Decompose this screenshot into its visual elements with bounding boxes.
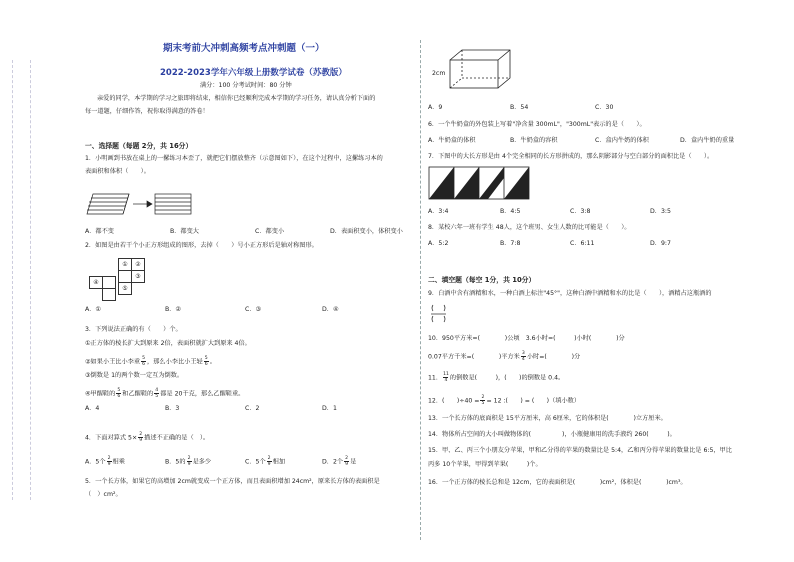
q6-option-c[interactable]: C．盒内牛奶的体积 — [595, 137, 649, 144]
column-divider — [420, 40, 421, 540]
q4-option-d[interactable]: D．2个 $\frac{2}{9}$ 是 — [322, 456, 357, 467]
q3-statement-4: ④甲醒鞋的 $\frac{5}{6}$ 和乙醒鞋的 $\frac{4}{5}$ 都是 20千克，那么乙醒鞋重。 — [85, 388, 245, 399]
binding-line-left — [12, 60, 13, 500]
q9-fraction-blank[interactable] — [430, 303, 448, 325]
q9-text: 9．白酒中含有酒精和水，一种白酒上标注"45°"，这种白酒中酒精和水的比是（ ），酒精占这瓶酒的 — [428, 290, 712, 297]
q15-text-a: 15．甲、乙、丙三个小朋友分苹果，甲和乙分得的苹果的数量比是 5:4，乙和丙分得苹果的数量比是 6:5，甲比 — [428, 447, 732, 454]
q8-option-c[interactable]: C．6:11 — [570, 240, 595, 247]
cuboid-height-label: 2cm — [432, 70, 446, 77]
q2-option-d[interactable]: D．④ — [322, 306, 339, 313]
q6-text: 6．一个牛奶盒的外包装上写着"净含量 300mL"，"300mL"表示的是（ ）。 — [428, 121, 646, 128]
fraction-2-9-a: $\frac{2}{9}$ — [107, 456, 111, 467]
fraction-11-4: $\frac{11}{4}$ — [443, 372, 449, 383]
fraction-2-5: $\frac{2}{5}$ — [481, 395, 485, 406]
q3-statement-3: ③倒数是 1的两个数一定互为倒数。 — [85, 372, 184, 379]
exam-subtitle: 2022-2023学年六年级上册数学试卷（苏教版） — [160, 68, 347, 78]
q1-book-stack-figure — [85, 190, 195, 220]
q3-statement-1: ①正方体的棱长扩大到原来 2倍，表面积就扩大到原来 4倍。 — [85, 340, 251, 347]
q4-option-a[interactable]: A．5个 $\frac{2}{9}$ 相乘 — [85, 456, 125, 467]
q10-text-a: 10．950平方米=( )公顷 3.6小时=( )小时( )分 — [428, 335, 625, 342]
q7-rectangles-figure — [428, 166, 532, 202]
fraction-5-6-c: $\frac{5}{6}$ — [117, 388, 121, 399]
q3-option-c[interactable]: C．2 — [245, 405, 260, 412]
q16-text: 16．一个正方体的棱长总和是 12cm，它的表面积是( )cm²，体积是( )cm³。 — [428, 479, 687, 486]
q7-text: 7．下图中的大长方形是由 4个完全相同的长方形拼成的，那么阴影部分与空白部分的面积比是（ ）。 — [428, 153, 714, 160]
q10-text-b: 0.07平方千米=( )平方米 $\frac{3}{4}$ 小时=( )分 — [428, 351, 581, 362]
q7-option-d[interactable]: D．3:5 — [650, 208, 671, 215]
q1-text-a: 1．小明画到书放在桌上的一摞练习本歪了，就把它们摆放整齐（示意图如下），在这个过程中，这摞练习本的 — [85, 155, 383, 162]
q4-option-c[interactable]: C．5个 $\frac{2}{9}$ 相加 — [245, 456, 286, 467]
q1-option-d[interactable]: D．表面积变小，体积变小 — [330, 228, 403, 235]
fraction-5-6: $\frac{5}{6}$ — [142, 356, 146, 367]
fraction-2-9: $\frac{2}{9}$ — [139, 432, 143, 443]
q2-option-b[interactable]: B．② — [165, 306, 181, 313]
q3-option-b[interactable]: B．3 — [165, 405, 180, 412]
q1-option-a[interactable]: A．都不变 — [85, 228, 114, 235]
q2-option-a[interactable]: A．① — [85, 306, 101, 313]
section-1-heading: 一、选择题（每题 2分，共 16分） — [85, 142, 193, 150]
fraction-2-9-b: $\frac{2}{9}$ — [187, 456, 191, 467]
q2-cell-4: ④ — [89, 276, 103, 289]
q5-option-b[interactable]: B．54 — [510, 104, 529, 111]
q7-option-a[interactable]: A．3:4 — [428, 208, 449, 215]
q2-cell-5: ⑤ — [118, 282, 132, 295]
q6-option-d[interactable]: D．盒内牛奶的重量 — [680, 137, 735, 144]
q4-text: 4．下面对算式 5× $\frac{2}{9}$ 描述不正确的是（ ）。 — [85, 432, 210, 443]
intro-line-1: 亲爱的同学，本学期的学习之旅即将结束，相信你已经顺利完成本学期的学习任务，请认真分析下面的 — [97, 95, 376, 102]
exam-title: 期末考前大冲刺高频考点冲刺题（一） — [163, 43, 325, 54]
fraction-2-9-c: $\frac{2}{9}$ — [267, 456, 271, 467]
q5-option-c[interactable]: C．30 — [595, 104, 614, 111]
q3-statement-2: ②如果小王比小李重 $\frac{5}{6}$ ，那么小李比小王轻 $\frac{5}{6}$ 。 — [85, 356, 216, 367]
q11-text: 11． $\frac{11}{4}$ 的倒数是( )，( )的倒数是 0.4。 — [428, 372, 565, 383]
q2-option-c[interactable]: C．③ — [245, 306, 262, 313]
q8-text: 8．某校六年一班有学生 48人，这个班男、女生人数的比可能是（ ）。 — [428, 224, 631, 231]
exam-meta: 满分：100 分考试时间：80 分钟 — [200, 82, 292, 89]
q8-option-d[interactable]: D．9:7 — [650, 240, 671, 247]
q6-option-a[interactable]: A．牛奶盒的体积 — [428, 137, 476, 144]
q8-option-a[interactable]: A．5:2 — [428, 240, 449, 247]
q2-cell-1: ① — [118, 258, 132, 271]
q5-text-b: （ ）cm²。 — [85, 491, 122, 498]
q14-text: 14．物体所占空间的大小叫做物体的( )，小瓶健康用的洗手液约 260( )。 — [428, 431, 676, 438]
fraction-5-6-b: $\frac{5}{6}$ — [204, 356, 208, 367]
fraction-3-4: $\frac{3}{4}$ — [521, 351, 525, 362]
q12-text: 12．( )÷40 = $\frac{2}{5}$ = 12 :( ) = ( )（填小数） — [428, 395, 581, 406]
q2-cell-blank-c — [102, 288, 116, 301]
q1-text-b: 表面积和体积（ ）。 — [85, 168, 150, 175]
section-2-heading: 二、填空题（每空 1分，共 10分） — [428, 276, 536, 284]
q3-option-d[interactable]: D．1 — [322, 405, 337, 412]
q8-option-b[interactable]: B．7:8 — [500, 240, 521, 247]
q7-option-b[interactable]: B．4:5 — [500, 208, 521, 215]
q5-text-a: 5．一个长方体，如果它的高增加 2cm就变成一个正方体，而且表面积增加 24cm²，原来长方体的表面积是 — [85, 478, 380, 485]
intro-line-2: 每一道题，仔细作答，祝你取得满意的答卷！ — [85, 108, 209, 115]
q13-text: 13．一个长方体的底面积是 15平方厘米，高 6厘米，它的体积是( )立方厘米。 — [428, 415, 667, 422]
q5-cuboid-figure — [432, 42, 522, 94]
q2-cell-3: ③ — [131, 270, 145, 283]
q2-cell-2: ② — [131, 258, 145, 271]
q1-option-c[interactable]: C．都变小 — [255, 228, 285, 235]
q4-option-b[interactable]: B．5的 $\frac{2}{9}$ 是多少 — [165, 456, 212, 467]
binding-line-inner — [30, 60, 31, 500]
q15-text-b: 丙多 10个苹果，甲得到苹果( )个。 — [428, 461, 542, 468]
q2-text: 2．如图是由若干个小正方形组成的图形，去掉（ ）号小正方形后是轴对称图形。 — [85, 242, 318, 249]
fraction-4-5: $\frac{4}{5}$ — [155, 388, 159, 399]
q6-option-b[interactable]: B．牛奶盒的容积 — [510, 137, 558, 144]
q3-text: 3．下列说法正确的有（ ）个。 — [85, 326, 182, 333]
q7-option-c[interactable]: C．3:8 — [570, 208, 591, 215]
q5-option-a[interactable]: A．9 — [428, 104, 443, 111]
q1-option-b[interactable]: B．都变大 — [170, 228, 199, 235]
q3-option-a[interactable]: A．4 — [85, 405, 100, 412]
fraction-2-9-d: $\frac{2}{9}$ — [345, 456, 349, 467]
